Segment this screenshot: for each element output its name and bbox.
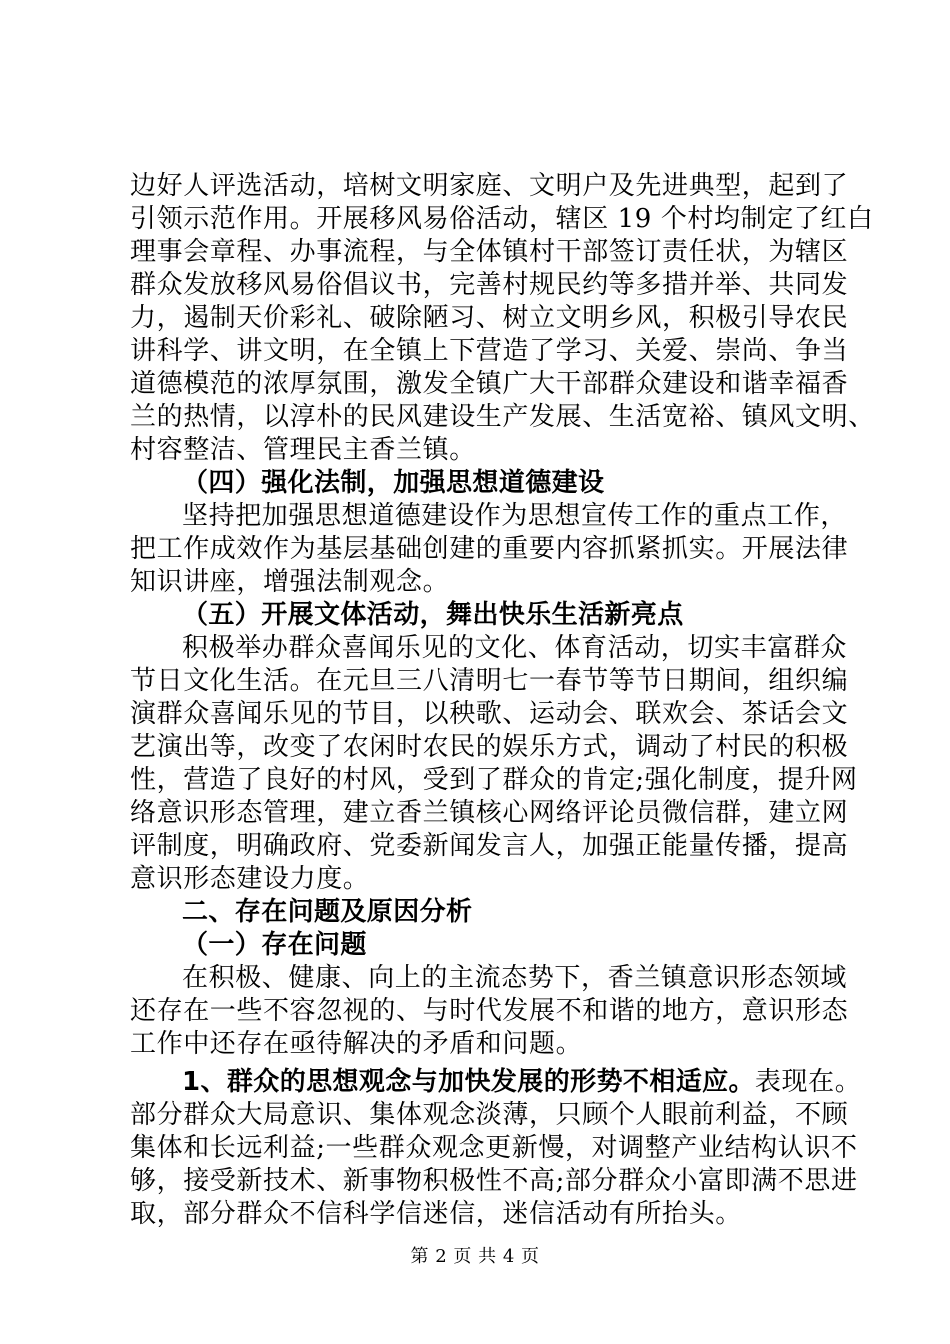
subsection-heading-1: （一）存在问题 bbox=[182, 930, 367, 960]
paragraph-line: 讲科学、讲文明，在全镇上下营造了学习、关爱、崇尚、争当 bbox=[130, 336, 849, 366]
point-1-line bbox=[130, 1066, 862, 1099]
paragraph-line: 坚持把加强思想道德建设作为思想宣传工作的重点工作， bbox=[182, 501, 848, 531]
paragraph-line: 把工作成效作为基层基础创建的重要内容抓紧抓实。开展法律 bbox=[130, 534, 849, 564]
paragraph-line: 评制度，明确政府、党委新闻发言人，加强正能量传播，提高 bbox=[130, 831, 849, 861]
section-heading-4: （四）强化法制，加强思想道德建设 bbox=[182, 468, 605, 498]
part-heading-2: 二、存在问题及原因分析 bbox=[182, 897, 473, 927]
point-1-heading: 1、群众的思想观念与加快发展的形势不相适应。 bbox=[182, 1067, 755, 1097]
paragraph-line: 兰的热情，以淳朴的民风建设生产发展、生活宽裕、镇风文明、 bbox=[130, 402, 875, 432]
paragraph-line: 取，部分群众不信科学信迷信，迷信活动有所抬头。 bbox=[130, 1199, 742, 1229]
paragraph-line: 部分群众大局意识、集体观念淡薄，只顾个人眼前利益，不顾 bbox=[130, 1100, 849, 1130]
paragraph-line: 理事会章程、办事流程，与全体镇村干部签订责任状，为辖区 bbox=[130, 237, 849, 267]
paragraph-line: 演群众喜闻乐见的节目，以秧歌、运动会、联欢会、茶话会文 bbox=[130, 699, 849, 729]
paragraph-line: 力，遏制天价彩礼、破除陋习、树立文明乡风，积极引导农民 bbox=[130, 303, 849, 333]
paragraph-line: 道德模范的浓厚氛围，激发全镇广大干部群众建设和谐幸福香 bbox=[130, 369, 849, 399]
paragraph-line: 集体和长远利益;一些群众观念更新慢，对调整产业结构认识不 bbox=[130, 1133, 858, 1163]
paragraph-line: 边好人评选活动，培树文明家庭、文明户及先进典型，起到了 bbox=[130, 171, 849, 201]
paragraph-line: 工作中还存在亟待解决的矛盾和问题。 bbox=[130, 1029, 583, 1059]
paragraph-line: 引领示范作用。开展移风易俗活动，辖区 19 个村均制定了红白 bbox=[130, 204, 874, 234]
paragraph-line: 艺演出等，改变了农闲时农民的娱乐方式，调动了村民的积极 bbox=[130, 732, 849, 762]
paragraph-line: 性，营造了良好的村风，受到了群众的肯定;强化制度，提升网 bbox=[130, 765, 858, 795]
document-body bbox=[130, 170, 875, 1231]
paragraph-line: 在积极、健康、向上的主流态势下，香兰镇意识形态领域 bbox=[182, 963, 848, 993]
paragraph-line: 积极举办群众喜闻乐见的文化、体育活动，切实丰富群众 bbox=[182, 633, 848, 663]
page-number-footer: 第 2 页 共 4 页 bbox=[410, 1246, 540, 1267]
section-heading-5: （五）开展文体活动，舞出快乐生活新亮点 bbox=[182, 600, 684, 630]
paragraph-line: 够，接受新技术、新事物积极性不高;部分群众小富即满不思进 bbox=[130, 1166, 858, 1196]
paragraph-line: 知识讲座，增强法制观念。 bbox=[130, 567, 450, 597]
paragraph-line: 还存在一些不容忽视的、与时代发展不和谐的地方，意识形态 bbox=[130, 996, 849, 1026]
paragraph-line: 意识形态建设力度。 bbox=[130, 864, 370, 894]
paragraph-line: 节日文化生活。在元旦三八清明七一春节等节日期间，组织编 bbox=[130, 666, 849, 696]
point-1-lead: 表现在。 bbox=[754, 1067, 862, 1097]
paragraph-line: 群众发放移风易俗倡议书，完善村规民约等多措并举、共同发 bbox=[130, 270, 849, 300]
paragraph-line: 村容整洁、管理民主香兰镇。 bbox=[130, 435, 476, 465]
paragraph-line: 络意识形态管理，建立香兰镇核心网络评论员微信群，建立网 bbox=[130, 798, 849, 828]
